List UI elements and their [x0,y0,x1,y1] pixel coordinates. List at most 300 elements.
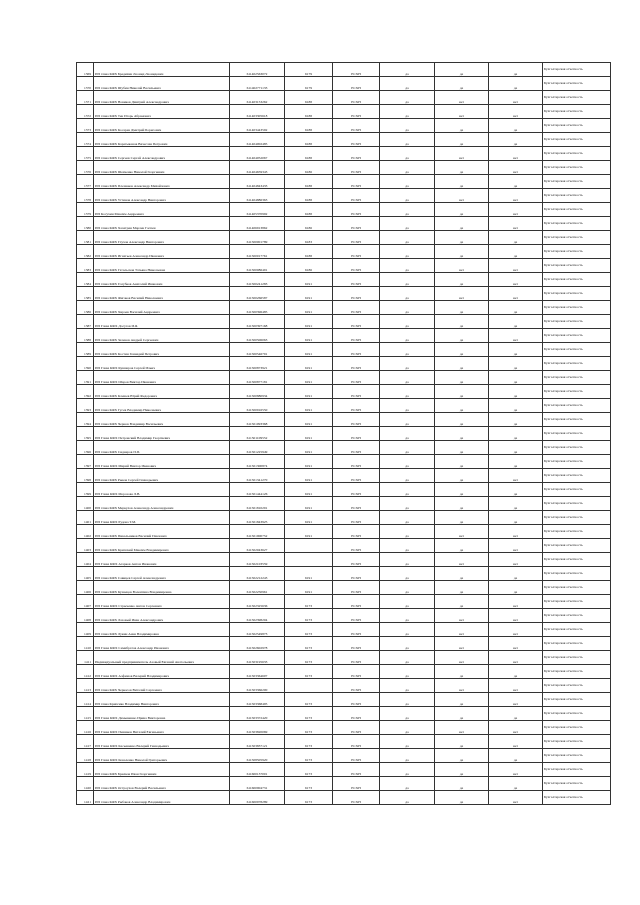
tax-office-code: 6173 [285,791,333,805]
report-type: Бухгалтерская отчетность [543,175,611,189]
inn-value: 611402563072 [230,63,285,77]
tax-office-code: 6191 [285,497,333,511]
flag-b: нет [435,287,489,301]
report-type: Бухгалтерская отчетность [543,483,611,497]
tax-office-code: 6191 [285,273,333,287]
tax-office-code: 6191 [285,511,333,525]
flag-a: да [380,637,435,651]
report-type: Бухгалтерская отчетность [543,623,611,637]
flag-a: да [380,553,435,567]
flag-b: да [435,441,489,455]
inn-value: 611404659343 [230,161,285,175]
flag-b: да [435,161,489,175]
row-number: 1400 [77,497,94,511]
report-type: Бухгалтерская отчетность [543,203,611,217]
tax-system: ЕСХН [333,273,380,287]
table-row [77,287,611,301]
tax-system: ЕСХН [333,455,380,469]
organization-name: ИП глава КФХ Бредихин Леонид Леонидович [94,63,230,77]
flag-b: да [435,133,489,147]
row-number: 1378 [77,189,94,203]
tax-system: ЕСХН [333,553,380,567]
tax-system: ЕСХН [333,189,380,203]
tax-office-code: 6173 [285,623,333,637]
organization-name: ИП Глава КФХ Досугов И.Я. [94,315,230,329]
flag-b: нет [435,525,489,539]
report-type: Бухгалтерская отчетность [543,371,611,385]
inn-value: 611404886363 [230,189,285,203]
row-number: 1383 [77,259,94,273]
table-row [77,203,611,217]
table-row [77,609,611,623]
tax-office-code: 6173 [285,735,333,749]
flag-c: да [489,301,543,315]
row-number: 1394 [77,413,94,427]
organization-name: ИП глава КФХ Хачатрян Марлен Гаспеи [94,217,230,231]
organization-name: ИП глава КФХ Пикальников Василий Павлович [94,525,230,539]
report-type: Бухгалтерская отчетность [543,245,611,259]
row-number: 1388 [77,329,94,343]
flag-a: да [380,385,435,399]
row-number: 1407 [77,595,94,609]
row-number: 1391 [77,371,94,385]
table-row [77,315,611,329]
flag-b: да [435,315,489,329]
flag-b: да [435,497,489,511]
inn-value: 611500086491 [230,259,285,273]
flag-c: нет [489,161,543,175]
row-number: 1373 [77,119,94,133]
report-type: Бухгалтерская отчетность [543,77,611,91]
inn-value: 611405370992 [230,203,285,217]
inn-value: 611502103559 [230,553,285,567]
flag-c: нет [489,693,543,707]
row-number: 1381 [77,231,94,245]
row-number: 1404 [77,553,94,567]
tax-system: ЕСХН [333,539,380,553]
tax-system: ЕСХН [333,77,380,91]
flag-a: да [380,539,435,553]
tax-office-code: 6191 [285,567,333,581]
row-number: 1390 [77,357,94,371]
flag-b: да [435,245,489,259]
report-type: Бухгалтерская отчетность [543,147,611,161]
flag-c: да [489,371,543,385]
tax-office-code [285,679,333,693]
organization-name: ИП глава КФХ Плешаков Александр Михайлович [94,175,230,189]
inn-value: 611500396485 [230,301,285,315]
report-type: Бухгалтерская отчетность [543,455,611,469]
flag-b: да [435,707,489,721]
table-row [77,469,611,483]
flag-a: да [380,469,435,483]
report-type: Бухгалтерская отчетность [543,273,611,287]
flag-a: да [380,301,435,315]
tax-office-code: 6188 [285,91,333,105]
tax-system: ЕСХН [333,287,380,301]
report-type: Бухгалтерская отчетность [543,539,611,553]
flag-b: нет [435,651,489,665]
report-type: Бухгалтерская отчетность [543,189,611,203]
flag-c: да [489,581,543,595]
tax-system: ЕСХН [333,133,380,147]
flag-b: да [435,455,489,469]
table-row [77,763,611,777]
row-number: 1419 [77,763,94,777]
report-type: Бухгалтерская отчетность [543,595,611,609]
table-row [77,777,611,791]
inn-value: 611404052067 [230,147,285,161]
flag-c: да [489,343,543,357]
inn-value: 611500506063 [230,329,285,343]
organization-name: ИП Глава КФХ Кувшаров Сергей Ильич [94,357,230,371]
inn-value: 611503837121 [230,735,285,749]
inn-value: 611501810291 [230,497,285,511]
flag-c: нет [489,147,543,161]
organization-name: ИП Глава КФХ Демьяненко Ирина Викторовна [94,707,230,721]
tax-office-code: 6191 [285,455,333,469]
row-number: 1392 [77,385,94,399]
row-number: 1420 [77,777,94,791]
table-row [77,455,611,469]
flag-c: нет [489,105,543,119]
row-number: 1399 [77,483,94,497]
report-type: Бухгалтерская отчетность [543,259,611,273]
report-type: Бухгалтерская отчетность [543,105,611,119]
tax-office-code: 6191 [285,343,333,357]
report-type: Бухгалтерская отчетность [543,469,611,483]
tax-office-code: 6173 [285,595,333,609]
organization-name: ИП Глава КФХ Алфимов Валерий Владимирович [94,665,230,679]
table-row [77,147,611,161]
tax-system: ЕСХН [333,483,380,497]
tax-system: ЕСХН [333,707,380,721]
tax-system: ЕСХН [333,329,380,343]
table-row [77,581,611,595]
inn-value: 611600904731 [230,777,285,791]
organization-name: ИП глава КФХ Фигаков Василий Николаевич [94,287,230,301]
tax-system: ЕСХН [333,665,380,679]
organization-name: ИП глава КФХ Черкасов Виталий Сергеевич [94,679,230,693]
organization-name: ИП Глава КФХ Пешиков Виталий Евгеньевич [94,721,230,735]
flag-b: нет [435,91,489,105]
inn-value: 611500001789 [230,231,285,245]
report-type: Бухгалтерская отчетность [543,693,611,707]
organization-name: ИП глава КФХ Каратыканов Вячеслав Петрович [94,133,230,147]
tax-office-code: 6173 [285,707,333,721]
flag-c: нет [489,553,543,567]
organization-name: ИП глава КФХ Лукин Анна Владимировна [94,623,230,637]
row-number: 1389 [77,343,94,357]
tax-system: ЕСХН [333,791,380,805]
tax-system: ЕСХН [333,511,380,525]
table-row [77,735,611,749]
table-row [77,217,611,231]
report-type: Бухгалтерская отчетность [543,441,611,455]
flag-a: да [380,133,435,147]
flag-b: нет [435,553,489,567]
report-type: Бухгалтерская отчетность [543,553,611,567]
tax-office-code: 6173 [285,693,333,707]
flag-c: да [489,133,543,147]
row-number: 1421 [77,791,94,805]
tax-system: ЕСХН [333,357,380,371]
organization-name: ИП Глава КФХ Семибратов Александр Иванович [94,637,230,651]
tax-system: ЕСХН [333,301,380,315]
flag-a: да [380,77,435,91]
flag-a: да [380,455,435,469]
table-row [77,385,611,399]
row-number: 1416 [77,721,94,735]
table-row [77,553,611,567]
organization-name: ИП глава КФХ Устинов Александр Викторович [94,189,230,203]
tax-office-code: 6186 [285,161,333,175]
table-row [77,427,611,441]
inn-value: 611406913862 [230,217,285,231]
flag-b: да [435,693,489,707]
organization-name: ИП глава КФХ Крипский Максим Владимирович [94,539,230,553]
flag-b: да [435,791,489,805]
flag-b: да [435,539,489,553]
organization-name: ИП глава КФХ Косарев Дмитрий Борисович [94,119,230,133]
flag-b: да [435,273,489,287]
flag-c: нет [489,469,543,483]
tax-office-code: 6191 [285,287,333,301]
tax-system: ЕСХН [333,693,380,707]
flag-c: да [489,385,543,399]
row-number: 1413 [77,679,94,693]
organization-name: ИП глава КФХ Шубин Николай Васильевич [94,77,230,91]
inn-value: 611500397168 [230,315,285,329]
flag-a: да [380,483,435,497]
flag-a: да [380,245,435,259]
flag-a: да [380,763,435,777]
table-row [77,231,611,245]
organization-name: Индивидуальный предприниматель Азовый Евгений Анатольевич [94,651,230,665]
report-type: Бухгалтерская отчетность [543,721,611,735]
flag-a: да [380,777,435,791]
report-type: Бухгалтерская отчетность [543,357,611,371]
report-type: Бухгалтерская отчетность [543,119,611,133]
row-number: 1385 [77,287,94,301]
report-type: Бухгалтерская отчетность [543,651,611,665]
flag-a: да [380,231,435,245]
table-row [77,77,611,91]
table-row [77,105,611,119]
flag-c: да [489,413,543,427]
table-row [77,707,611,721]
table-row [77,749,611,763]
flag-b: да [435,567,489,581]
organization-name: ИП Глава КФХ Агарков Антон Иванович [94,553,230,567]
flag-a: да [380,427,435,441]
flag-c: нет [489,637,543,651]
flag-c: да [489,749,543,763]
row-number: 1403 [77,539,94,553]
tax-system: ЕСХН [333,343,380,357]
inn-value: 611501225949 [230,441,285,455]
flag-b: нет [435,637,489,651]
flag-c: нет [489,91,543,105]
tax-office-code [285,553,333,567]
flag-b: да [435,581,489,595]
row-number: 1377 [77,175,94,189]
organization-name: ИП глава КФХ Игнатьев Александр Иванович [94,245,230,259]
report-type: Бухгалтерская отчетность [543,399,611,413]
tax-office-code: 6173 [285,749,333,763]
tax-office-code: 6173 [285,665,333,679]
organization-name: ИП Глава КФХ Петровский Владимир Георгиевич [94,427,230,441]
flag-b: нет [435,259,489,273]
tax-office-code: 6191 [285,469,333,483]
organization-name: ИП Косухин Максим Андреевич [94,203,230,217]
table-row [77,371,611,385]
report-type: Бухгалтерская отчетность [543,707,611,721]
tax-system: ЕСХН [333,441,380,455]
flag-a: да [380,287,435,301]
flag-a: да [380,595,435,609]
table-row [77,413,611,427]
flag-c: да [489,119,543,133]
inn-value: 611503195633 [230,651,285,665]
flag-a: да [380,651,435,665]
tax-office-code: 6173 [285,777,333,791]
flag-b: да [435,665,489,679]
flag-c: да [489,441,543,455]
organization-name: ИП глава КФХ Новиков Дмитрий Александрович [94,91,230,105]
row-number: 1412 [77,665,94,679]
report-type: Бухгалтерская отчетность [543,735,611,749]
flag-a: да [380,707,435,721]
organization-name: ИП глава КФХ Костин Геннадий Петрович [94,343,230,357]
flag-a: да [380,525,435,539]
flag-a: да [380,91,435,105]
flag-a: да [380,203,435,217]
flag-a: да [380,665,435,679]
report-type: Бухгалтерская отчетность [543,343,611,357]
table-row [77,161,611,175]
table-row [77,567,611,581]
tax-office-code: 6173 [285,721,333,735]
flag-b: да [435,77,489,91]
organization-name: ИП Глава КФХ Морозова Л.В. [94,483,230,497]
organization-name: ИП глава КФХ Шевченко Николай Георгиевич [94,161,230,175]
tax-system: ЕСХН [333,315,380,329]
inn-value: 611600978289 [230,791,285,805]
tax-system: ЕСХН [333,679,380,693]
flag-a: да [380,693,435,707]
tax-office-code: 6188 [285,105,333,119]
inn-value: 611500017761 [230,245,285,259]
flag-b: да [435,119,489,133]
inn-value: 611402771133 [230,77,285,91]
tax-office-code: 6179 [285,77,333,91]
flag-c: нет [489,651,543,665]
tax-system: ЕСХН [333,567,380,581]
table-row [77,357,611,371]
flag-c: нет [489,189,543,203]
inn-value: 611502250961 [230,581,285,595]
report-type: Бухгалтерская отчетность [543,329,611,343]
flag-b: да [435,777,489,791]
tax-system: ЕСХН [333,497,380,511]
table-row [77,679,611,693]
table-row [77,259,611,273]
row-number: 1387 [77,315,94,329]
organization-name: ИП глава КФХ Гатальская Татьяна Николаевна [94,259,230,273]
tax-system: ЕСХН [333,217,380,231]
flag-c: нет [489,259,543,273]
flag-b: да [435,399,489,413]
table-row [77,791,611,805]
organization-name: ИП глава КФХ Хираев Василий Андреевич [94,301,230,315]
tax-system: ЕСХН [333,203,380,217]
table-row [77,623,611,637]
row-number: 1398 [77,469,94,483]
flag-c: нет [489,609,543,623]
flag-b: да [435,385,489,399]
inn-value: 611502602978 [230,637,285,651]
report-type: Бухгалтерская отчетность [543,385,611,399]
tax-system: ЕСХН [333,245,380,259]
organization-name: ИП Глава КФХ Шаров Виктор Иванович [94,371,230,385]
flag-c: нет [489,273,543,287]
inn-value: 611500877181 [230,371,285,385]
inn-value: 611501900752 [230,525,285,539]
inn-value: 611503372420 [230,707,285,721]
report-type: Бухгалтерская отчетность [543,231,611,245]
inn-value: 611503820069 [230,721,285,735]
report-type: Бухгалтерская отчетность [543,763,611,777]
flag-b: нет [435,679,489,693]
organization-name: ИП глава КФХ Остроухов Валерий Васильевич [94,777,230,791]
row-number: 1372 [77,105,94,119]
flag-c: нет [489,721,543,735]
flag-a: да [380,371,435,385]
tax-system: ЕСХН [333,175,380,189]
report-type: Бухгалтерская отчетность [543,91,611,105]
organization-name: ИП глава КФХ Рыков Сергей Геннадьевич [94,469,230,483]
report-type: Бухгалтерская отчетность [543,567,611,581]
flag-b: да [435,735,489,749]
row-number: 1414 [77,693,94,707]
flag-b: да [435,63,489,77]
flag-a: да [380,343,435,357]
tax-office-code: 6173 [285,609,333,623]
row-number: 1396 [77,441,94,455]
flag-c: нет [489,203,543,217]
inn-value: 611404002485 [230,133,285,147]
registry-sheet [76,62,610,805]
table-row [77,595,611,609]
flag-c: да [489,483,543,497]
inn-value: 611502212243 [230,567,285,581]
flag-a: да [380,217,435,231]
table-row [77,119,611,133]
table-row [77,91,611,105]
flag-c: да [489,399,543,413]
report-type: Бухгалтерская отчетность [543,301,611,315]
report-type: Бухгалтерская отчетность [543,287,611,301]
flag-a: да [380,119,435,133]
flag-a: да [380,679,435,693]
row-number: 1382 [77,245,94,259]
tax-system: ЕСХН [333,63,380,77]
inn-value: 611508505920 [230,749,285,763]
flag-a: да [380,259,435,273]
table-row [77,539,611,553]
table-row [77,133,611,147]
